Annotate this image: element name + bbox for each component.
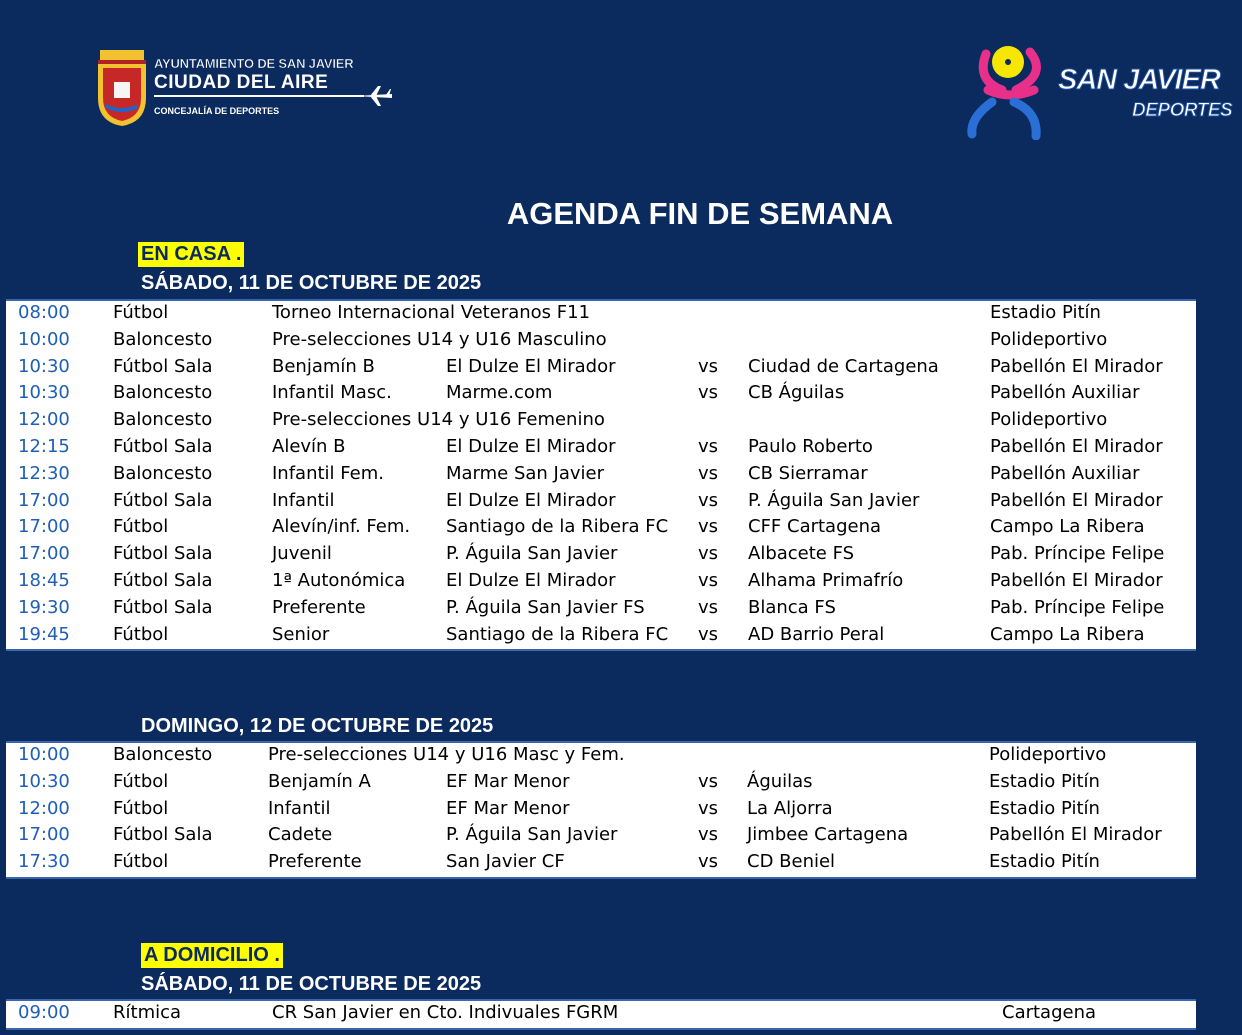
cell-cat: Pre-selecciones U14 y U16 Femenino — [272, 409, 605, 431]
cell-home: EF Mar Menor — [446, 770, 570, 792]
cell-home: El Dulze El Mirador — [446, 569, 616, 591]
cell-time: 17:00 — [18, 489, 70, 511]
cell-venue: Pabellón El Mirador — [990, 569, 1163, 591]
cell-venue: Pab. Príncipe Felipe — [990, 543, 1165, 565]
cell-cat: Pre-selecciones U14 y U16 Masculino — [272, 328, 607, 350]
org-line2: CIUDAD DEL AIRE — [154, 72, 329, 93]
cell-vs: vs — [698, 543, 719, 565]
cell-venue: Polideportivo — [990, 328, 1108, 350]
cell-time: 12:00 — [18, 409, 70, 431]
cell-home: P. Águila San Javier FS — [446, 596, 645, 618]
table-row — [6, 328, 1196, 355]
cell-cat: Preferente — [272, 596, 366, 618]
cell-time: 17:00 — [18, 516, 70, 538]
table-row — [6, 301, 1196, 328]
cell-sport: Fútbol Sala — [113, 489, 213, 511]
cell-cat: Alevín B — [272, 435, 346, 457]
table-row — [6, 743, 1196, 770]
cell-sport: Fútbol Sala — [113, 596, 213, 618]
table-row — [6, 850, 1196, 877]
cell-cat: Senior — [272, 623, 330, 645]
cell-away: Ciudad de Cartagena — [748, 355, 939, 377]
cell-time: 17:00 — [18, 543, 70, 565]
cell-venue: Pabellón El Mirador — [990, 489, 1163, 511]
cell-cat: Alevín/inf. Fem. — [272, 516, 411, 538]
cell-cat: Cadete — [268, 824, 333, 846]
cell-venue: Estadio Pitín — [989, 770, 1100, 792]
cell-venue: Campo La Ribera — [990, 623, 1145, 645]
cell-time: 10:30 — [18, 355, 70, 377]
away-tag: A DOMICILIO . — [141, 943, 283, 968]
table-row — [6, 355, 1196, 382]
cell-cat: Infantil Masc. — [272, 382, 392, 404]
cell-sport: Fútbol — [113, 623, 169, 645]
cell-venue: Pabellón El Mirador — [990, 435, 1163, 457]
airplane-icon — [356, 84, 392, 108]
away-saturday-heading: SÁBADO, 11 DE OCTUBRE DE 2025 — [141, 973, 482, 995]
page-title: AGENDA FIN DE SEMANA — [506, 196, 894, 231]
cell-time: 19:30 — [18, 596, 70, 618]
cell-away: La Aljorra — [747, 797, 833, 819]
cell-cat: Infantil Fem. — [272, 462, 384, 484]
brand-line1: SAN JAVIER — [1058, 64, 1220, 96]
cell-home: Marme San Javier — [446, 462, 605, 484]
brand-line2: DEPORTES — [1132, 100, 1233, 121]
home-sunday-heading: DOMINGO, 12 DE OCTUBRE DE 2025 — [141, 715, 494, 737]
cell-vs: vs — [698, 382, 719, 404]
cell-venue: Cartagena — [1002, 1002, 1097, 1023]
home-saturday-heading: SÁBADO, 11 DE OCTUBRE DE 2025 — [141, 272, 482, 294]
cell-away: CD Beniel — [747, 851, 836, 873]
cell-cat: Infantil — [268, 797, 331, 819]
cell-time: 12:15 — [18, 435, 70, 457]
table-row — [6, 408, 1196, 435]
cell-time: 10:30 — [18, 382, 70, 404]
cell-away: AD Barrio Peral — [748, 623, 885, 645]
sanjavier-deportes-logo — [962, 40, 1242, 140]
cell-cat: Benjamín A — [268, 770, 371, 792]
cell-sport: Rítmica — [113, 1002, 182, 1023]
cell-vs: vs — [698, 596, 719, 618]
home-sunday-table — [6, 741, 1196, 879]
org-line3: CONCEJALÍA DE DEPORTES — [154, 106, 280, 116]
cell-sport: Fútbol — [113, 516, 169, 538]
cell-venue: Campo La Ribera — [990, 516, 1145, 538]
cell-time: 10:30 — [18, 770, 70, 792]
cell-vs: vs — [698, 797, 719, 819]
table-row — [6, 435, 1196, 462]
divider — [154, 95, 364, 97]
cell-sport: Baloncesto — [113, 744, 213, 765]
table-row — [6, 542, 1196, 569]
cell-cat: Benjamín B — [272, 355, 375, 377]
cell-venue: Polideportivo — [990, 409, 1108, 431]
cell-cat: Infantil — [272, 489, 335, 511]
cell-venue: Pabellón Auxiliar — [990, 382, 1140, 404]
cell-time: 10:00 — [18, 744, 70, 765]
cell-sport: Baloncesto — [113, 409, 213, 431]
cell-vs: vs — [698, 462, 719, 484]
cell-time: 12:00 — [18, 797, 70, 819]
cell-sport: Fútbol Sala — [113, 569, 213, 591]
cell-home: Santiago de la Ribera FC — [446, 516, 669, 538]
cell-venue: Pabellón Auxiliar — [990, 462, 1140, 484]
cell-vs: vs — [698, 623, 719, 645]
cell-home: Santiago de la Ribera FC — [446, 623, 669, 645]
cell-venue: Estadio Pitín — [989, 797, 1100, 819]
cell-sport: Baloncesto — [113, 462, 213, 484]
cell-venue: Pab. Príncipe Felipe — [990, 596, 1165, 618]
table-row — [6, 623, 1196, 650]
table-row — [6, 569, 1196, 596]
cell-vs: vs — [698, 770, 719, 792]
cell-venue: Pabellón El Mirador — [989, 824, 1162, 846]
cell-sport: Fútbol — [113, 797, 169, 819]
cell-time: 09:00 — [18, 1002, 70, 1023]
cell-sport: Fútbol — [113, 770, 169, 792]
org-line1: AYUNTAMIENTO DE SAN JAVIER — [154, 56, 354, 71]
table-row — [6, 489, 1196, 516]
cell-time: 12:30 — [18, 462, 70, 484]
cell-time: 08:00 — [18, 302, 70, 323]
cell-away: Águilas — [747, 770, 813, 792]
table-row — [6, 1001, 1196, 1028]
table-row — [6, 515, 1196, 542]
cell-vs: vs — [698, 489, 719, 511]
cell-away: Jimbee Cartagena — [747, 824, 909, 846]
cell-home: El Dulze El Mirador — [446, 355, 616, 377]
cell-cat: Pre-selecciones U14 y U16 Masc y Fem. — [268, 744, 625, 765]
table-row — [6, 797, 1196, 824]
cell-home: P. Águila San Javier — [446, 543, 618, 565]
cell-home: P. Águila San Javier — [446, 824, 618, 846]
cell-vs: vs — [698, 516, 719, 538]
cell-cat: Preferente — [268, 851, 362, 873]
cell-away: Blanca FS — [748, 596, 836, 618]
cell-away: Albacete FS — [748, 543, 855, 565]
cell-sport: Fútbol Sala — [113, 355, 213, 377]
cell-sport: Fútbol — [113, 851, 169, 873]
cell-venue: Estadio Pitín — [990, 302, 1101, 323]
table-row — [6, 823, 1196, 850]
home-tag: EN CASA . — [138, 242, 244, 267]
cell-vs: vs — [698, 435, 719, 457]
cell-home: Marme.com — [446, 382, 553, 404]
table-row — [6, 462, 1196, 489]
cell-sport: Fútbol Sala — [113, 543, 213, 565]
cell-home: EF Mar Menor — [446, 797, 570, 819]
cell-venue: Polideportivo — [989, 744, 1107, 765]
cell-venue: Estadio Pitín — [989, 851, 1100, 873]
cell-vs: vs — [698, 824, 719, 846]
cell-vs: vs — [698, 355, 719, 377]
table-row — [6, 381, 1196, 408]
cell-home: El Dulze El Mirador — [446, 435, 616, 457]
cell-cat: Torneo Internacional Veteranos F11 — [272, 302, 591, 323]
cell-time: 10:00 — [18, 328, 70, 350]
cell-away: P. Águila San Javier — [748, 489, 920, 511]
cell-sport: Fútbol — [113, 302, 169, 323]
athlete-figure-icon — [962, 40, 1058, 140]
cell-time: 19:45 — [18, 623, 70, 645]
cell-away: Paulo Roberto — [748, 435, 873, 457]
ayuntamiento-logo — [94, 48, 414, 128]
cell-sport: Fútbol Sala — [113, 824, 213, 846]
table-row — [6, 770, 1196, 797]
cell-vs: vs — [698, 569, 719, 591]
cell-cat: 1ª Autonómica — [272, 569, 406, 591]
cell-cat: Juvenil — [272, 543, 332, 565]
cell-sport: Fútbol Sala — [113, 435, 213, 457]
cell-away: CFF Cartagena — [748, 516, 882, 538]
cell-home: San Javier CF — [446, 851, 565, 873]
cell-time: 17:00 — [18, 824, 70, 846]
cell-cat: CR San Javier en Cto. Indivuales FGRM — [272, 1002, 619, 1023]
cell-vs: vs — [698, 851, 719, 873]
cell-sport: Baloncesto — [113, 328, 213, 350]
cell-sport: Baloncesto — [113, 382, 213, 404]
away-saturday-table — [6, 999, 1196, 1030]
cell-home: El Dulze El Mirador — [446, 489, 616, 511]
cell-away: CB Águilas — [748, 382, 845, 404]
coat-of-arms-icon — [94, 48, 150, 128]
cell-away: Alhama Primafrío — [748, 569, 904, 591]
cell-time: 17:30 — [18, 851, 70, 873]
home-saturday-table — [6, 299, 1196, 651]
cell-away: CB Sierramar — [748, 462, 868, 484]
cell-venue: Pabellón El Mirador — [990, 355, 1163, 377]
cell-time: 18:45 — [18, 569, 70, 591]
table-row — [6, 596, 1196, 623]
